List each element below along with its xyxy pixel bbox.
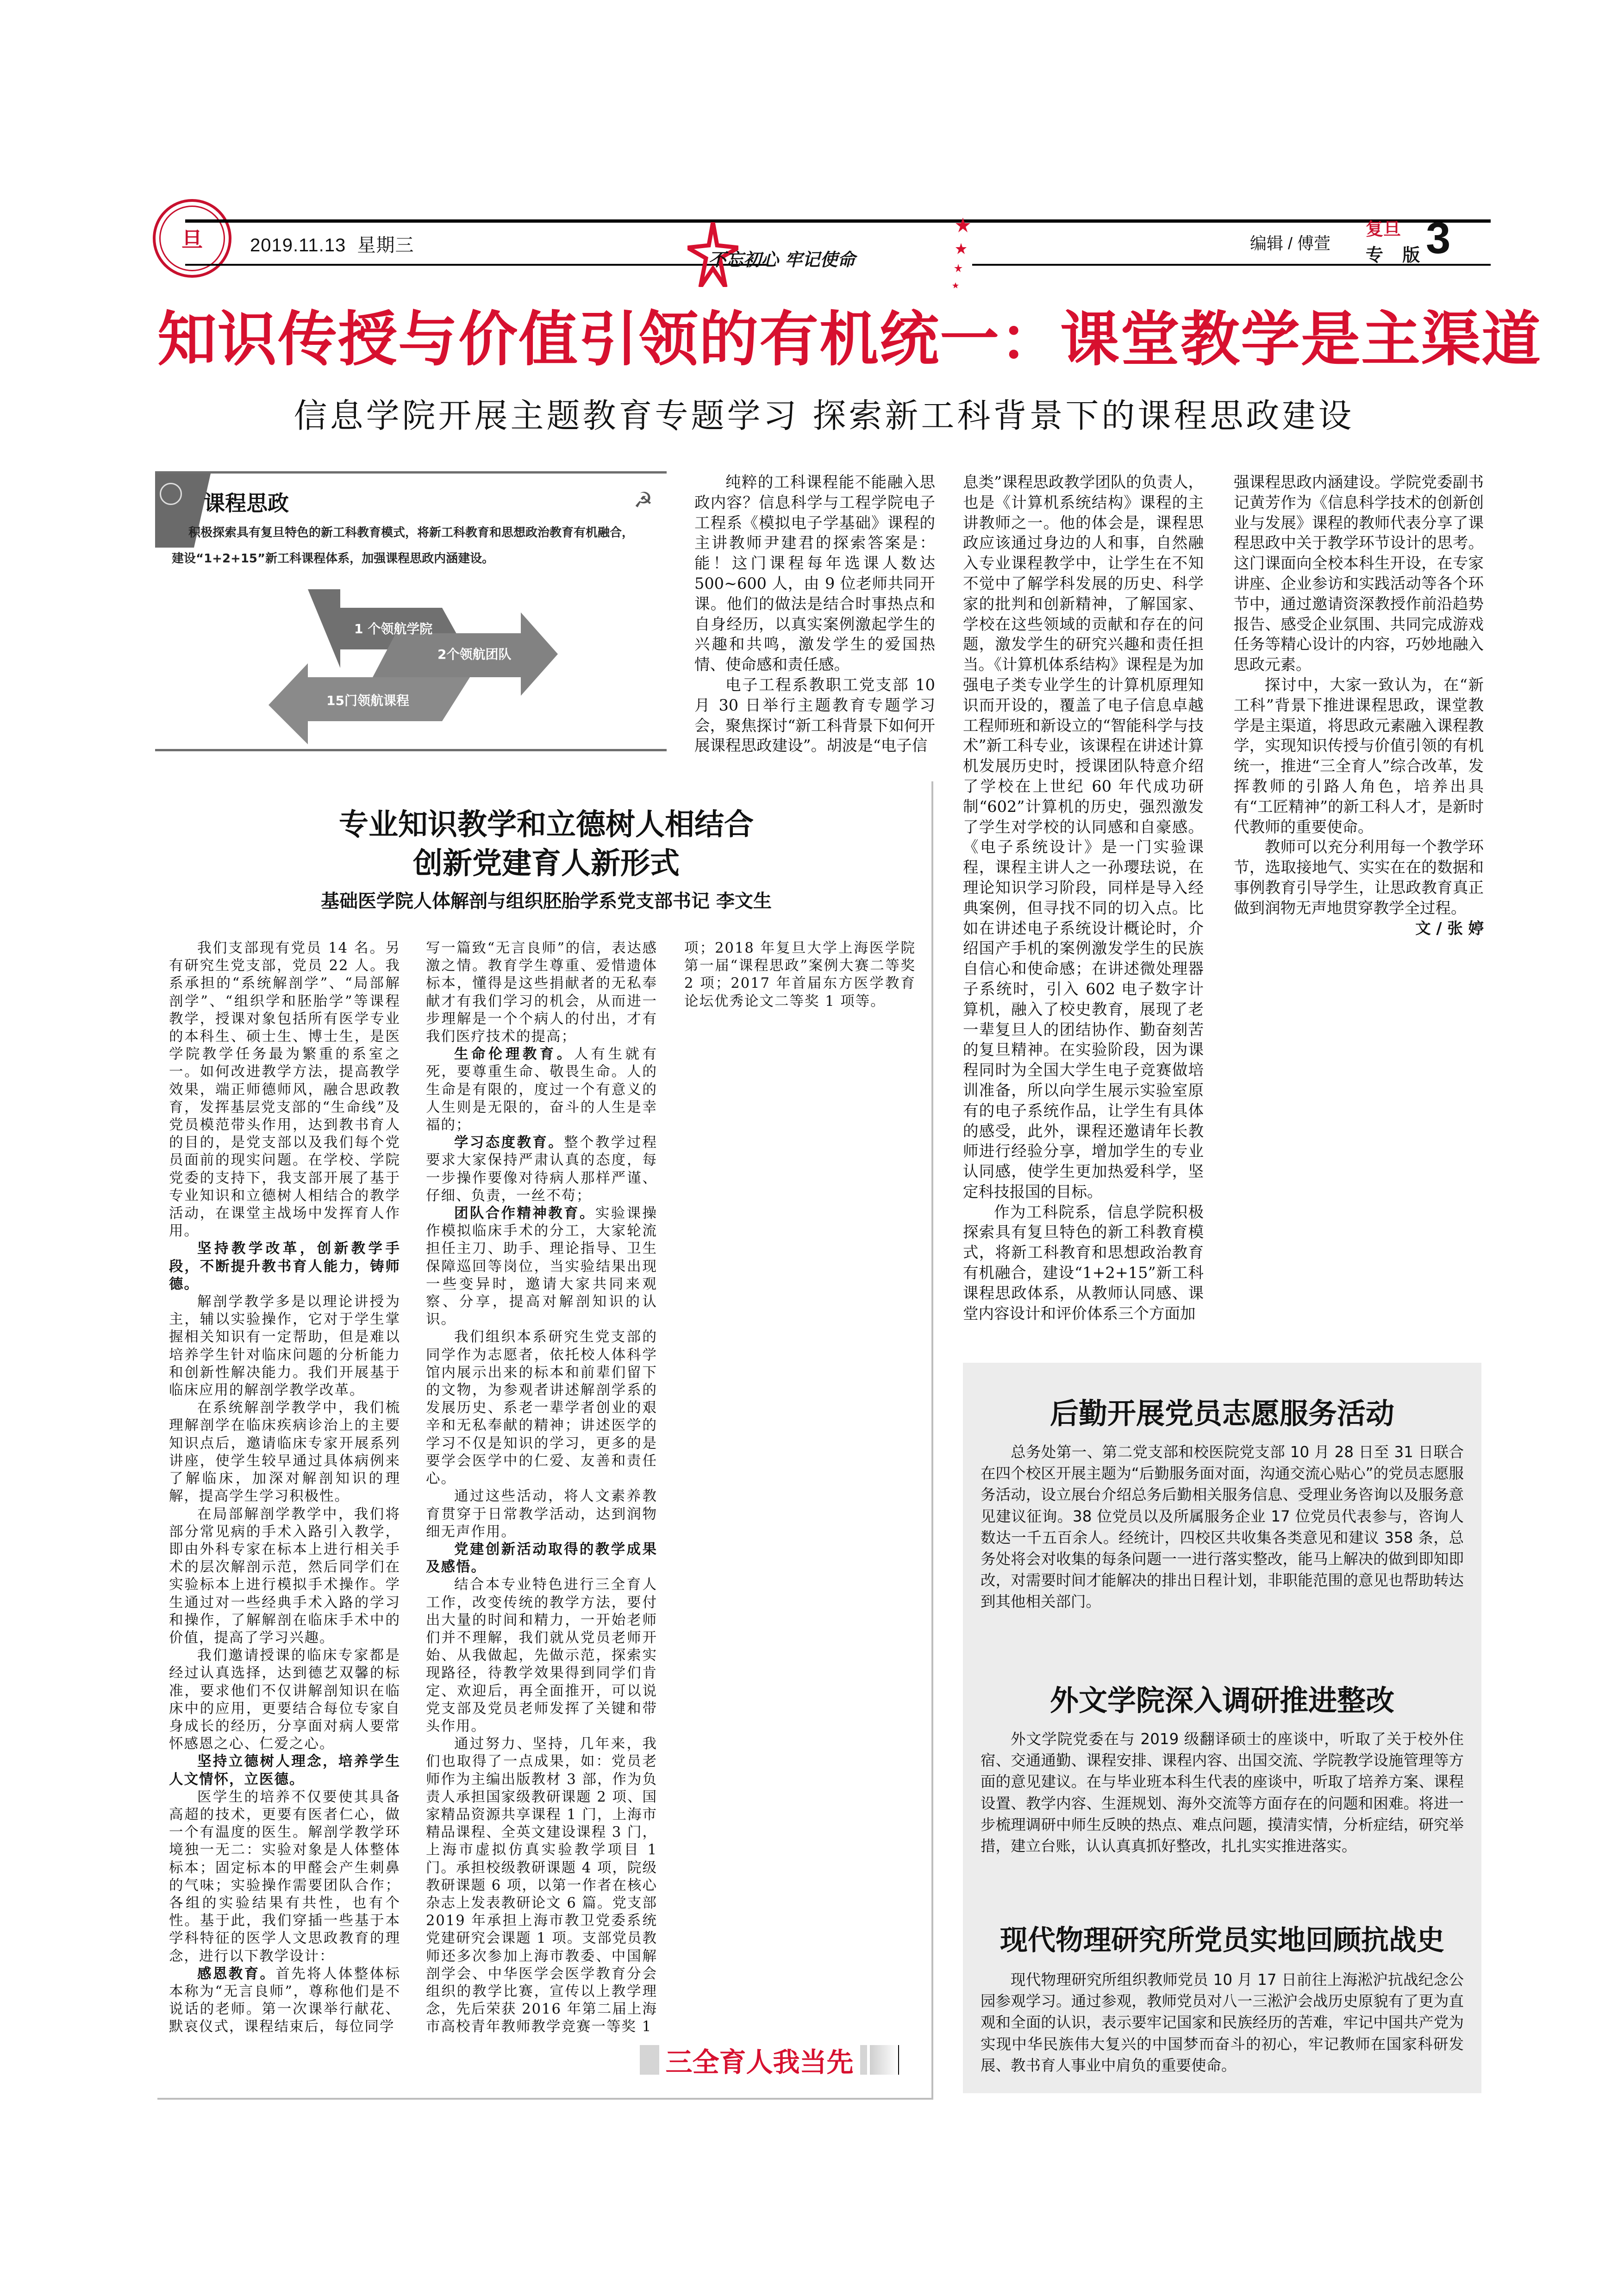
article2-paragraph: 我们组织本系研究生党支部的同学作为志愿者，依托校人体科学馆内展示出来的标本和前辈们留下的文物，为参观者讲述解剖学系的发展历史、系老一辈学者创业的艰辛和无私奉献的精神；讲述医学的学习不仅是知识的学习，更多的是要学会医学中的仁爱、友善和责任心。 [426,1329,657,1487]
section-label: 专 版 [1366,245,1427,265]
arrow-label-2: 2个领航团队 [437,647,512,662]
date-text: 2019.11.13 [250,235,346,256]
main-headline: 知识传授与价值引领的有机统一：课堂教学是主渠道 [157,305,1542,374]
masthead-top-rule [185,219,1491,223]
section-banner [640,2044,899,2076]
article2-lead-in: 生命伦理教育。 [454,1046,574,1063]
arrow-diagram [155,474,667,754]
article2-paragraph: 在局部解剖学教学中，我们将部分常见病的手术入路引入教学，即由外科专家在标本上进行相关手术的层次解剖示范，然后同学们在实验标本上进行模拟手术操作。学生通过对一些经典手术入路的学习和操作，了解解剖在临床手术中的价值，提高了学习兴趣。 [169,1506,400,1646]
article1-paragraph: 纯粹的工科课程能不能融入思政内容？信息科学与工程学院电子工程系《模拟电子学基础》课程的主讲教师尹建君的探索答案是：能！这门课程每年选课人数达 500~600 人，由 9 位老师共同开课。他们的做法是结合时事热点和自身经历，以真实案例激起学生的兴趣和共鸣，激发学生的爱国热情、使命感和责任感。 [694,473,935,674]
article2-column-3 [684,940,916,2037]
article2-paragraph: 我们支部现有党员 14 名。另有研究生党支部，党员 22 人。我系承担的“系统解剖学”、“局部解剖学”、“组织学和胚胎学”等课程教学，授课对象包括所有医学专业的本科生、硕士生、博士生，是医学院教学任务最为繁重的系室之一。如何改进教学方法，提高教学效果，端正师德师风，融合思政教育，发挥基层党支部的“生命线”及党员模范带头作用，达到教书育人的目的，是党支部以及我们每个党员面前的现实问题。在学校、学院党委的支持下，我支部开展了基于专业知识和立德树人相结合的教学活动，在课堂主战场中发挥育人作用。 [169,940,400,1240]
article2-title [157,805,935,883]
issue-date [250,231,414,257]
banner-gray-block [640,2045,659,2075]
article2-title-line-2: 创新党建育人新形式 [413,847,680,881]
brief-paragraph: 总务处第一、第二党支部和校医院党支部 10 月 28 日至 31 日联合在四个校区开展主题为“后勤服务面对面，沟通交流心贴心”的党员志愿服务活动，设立展台介绍总务后勤相关服务信息、受理业务咨询以及服务意见建议征询。38 位党员以及所属服务企业 17 位党员代表参与，咨询人数达一千五百余人。经统计，四校区共收集各类意见和建议 358 条，总务处将会对收集的每条问题一一进行落实整改，能马上解决的做到即知即改，对需要时间才能解决的排出日程计划，非职能范围的意见也帮助转达到其他相关部门。 [981,1443,1464,1611]
fudan-university-logo [153,199,231,278]
article2-body: 整个教学过程要求大家保持严肃认真的态度，每一步操作要像对待病人那样严谨、仔细、负责，一丝不苟； [426,1135,657,1204]
article2-subheading: 坚持立德树人理念，培养学生人文情怀，立医德。 [169,1753,400,1788]
article2-column-1 [169,940,400,2041]
article2-paragraph: 我们邀请授课的临床专家都是经过认真选择，达到德艺双馨的标准，要求他们不仅讲解剖知识在临床中的应用，更要结合每位专家自身成长的经历，分享面对病人要常怀感恩之心、仁爱之心。 [169,1647,400,1753]
article2-subheading: 党建创新活动取得的教学成果及感悟。 [426,1541,657,1576]
article2-paragraph [426,1046,657,1134]
article2-subheading: 坚持教学改革，创新教学手段，不断提升教书育人能力，铸师德。 [169,1241,400,1292]
article1-paragraph: 强课程思政内涵建设。学院党委副书记黄芳作为《信息科学技术的创新创业与发展》课程的教师代表分享了课程思政中关于教学环节设计的思考。这门课面向全校本科生开设，在专家讲座、企业参访和实践活动等各个环节中，通过邀请资深教授作前沿趋势报告、感受企业氛围、共同完成游戏任务等精心设计的内容，巧妙地融入思政元素。 [1234,473,1484,674]
article2-paragraph [426,1134,657,1205]
article2-paragraph: 结合本专业特色进行三全育人工作，改变传统的教学方法，要付出大量的时间和精力，一开始老师们并不理解，我们就从党员老师开始、从我做起，先做示范，探索实现路径，待教学效果得到同学们肯定、欢迎后，再全面推开，可以说党支部及党员老师发挥了关键和带头作用。 [426,1577,657,1734]
article2-byline: 基础医学院人体解剖与组织胚胎学系党支部书记 李文生 [321,890,772,912]
article2-title-line-1: 专业知识教学和立德树人相结合 [339,808,754,842]
party-emblem-icon: ☭ [633,487,653,512]
banner-gray-block [860,2045,867,2075]
article2-column-2 [426,940,657,2041]
brief-paragraph: 现代物理研究所组织教师党员 10 月 17 日前往上海淞沪抗战纪念公园参观学习。通过参观，教师党员对八一三淞沪会战历史原貌有了更为直观和全面的认识，表示要牢记国家和民族经历的苦难，牢记中国共产党为实现中华民族伟大复兴的中国梦而奋斗的初心，牢记教师在国家科研发展、教书育人事业中肩负的重要使命。 [981,1971,1464,2074]
brief-text [981,1728,1464,1857]
brief-title: 后勤开展党员志愿服务活动 [1049,1397,1394,1430]
article1-column-2 [963,472,1204,1342]
article2-paragraph [426,1205,657,1328]
article2-paragraph [169,1965,400,2036]
article2-lead-in: 团队合作精神教育。 [454,1205,595,1222]
arrow-label-3: 15门领航课程 [326,693,409,708]
brief-text [981,1969,1464,2076]
masthead-bottom-rule-left [185,264,768,266]
article1-paragraph: 作为工科院系，信息学院积极探索具有复旦特色的新工科教育模式，将新工科教育和思想政治教育有机融合，建设“1+2+15”新工科课程思政体系，从教师认同感、课堂内容设计和评价体系三个方面加 [963,1203,1204,1322]
article2-lead-in: 学习态度教育。 [454,1135,564,1151]
article2-body: 写一篇致“无言良师”的信，表达感激之情。教育学生尊重、爱惜遗体标本，懂得是这些捐献者的无私奉献才有我们学习的机会，从而进一步理解是一个个病人的付出，才有我们医疗技术的提高； [426,940,657,1045]
sub-headline: 信息学院开展主题教育专题学习 探索新工科背景下的课程思政建设 [294,396,1355,435]
brief-paragraph: 外文学院党委在与 2019 级翻译硕士的座谈中，听取了关于校外住宿、交通通勤、课程安排、课程内容、出国交流、学院教学设施管理等方面的意见建议。在与毕业班本科生代表的座谈中，听取了培养方案、课程设置、教学内容、生涯规划、海外交流等方面存在的问题和困难。将进一步梳理调研中师生反映的热点、难点问题，摸清实情，分析症结，研究举措，建立台账，认认真真抓好整改，扎扎实实推进落实。 [981,1730,1464,1855]
slide-description: 积极探索具有复旦特色的新工科教育模式，将新工科教育和思想政治教育有机融合，建设“1+2+15”新工科课程体系，加强课程思政内涵建设。 [172,526,634,566]
article1-paragraph [1234,837,1484,937]
brief-title: 外文学院深入调研推进整改 [1049,1684,1394,1717]
slogan: 不忘初心 牢记使命 [708,249,856,270]
article1-paragraph: 电子工程系教职工党支部 10 月 30 日举行主题教育专题学习会，聚焦探讨“新工科背景下如何开展课程思政建设”。胡波是“电子信 [694,675,935,755]
article1-column-3 [1234,472,1484,1342]
article2-paragraph: 项；2018 年复旦大学上海医学院第一届“课程思政”案例大赛二等奖 2 项；2017 年首届东方医学教育论坛优秀论文二等奖 1 项等。 [684,940,916,1010]
small-stars-icon [944,218,972,292]
editor-credit: 编辑 / 傅萱 [1250,234,1331,253]
article1-paragraph: 息类”课程思政教学团队的负责人，也是《计算机系统结构》课程的主讲教师之一。他的体会是，课程思政应该通过身边的人和事，自然融入专业课程教学中，让学生在不知不觉中了解学科发展的历史、科学家的批判和创新精神，了解国家、学校在这些领域的贡献和存在的问题，激发学生的研究兴趣和责任担当。《计算机体系结构》课程是为加强电子类专业学生的计算机原理知识而开设的，覆盖了电子信息卓越工程师班和新设立的“智能科学与技术”新工科专业，该课程在讲述计算机发展历史时，授课团队特意介绍了学校在上世纪 60 年代成功研制“602”计算机的历史，强烈激发了学生对学校的认同感和自豪感。《电子系统设计》是一门实验课程，课程主讲人之一孙璎珐说，在理论知识学习阶段，同样是导入经典案例，但寻找不同的切入点。比如在讲述电子系统设计概论时，介绍国产手机的案例激发学生的民族自信心和使命感；在讲述微处理器子系统时，引入 602 电子数字计算机，融入了校史教育，展现了老一辈复旦人的团结协作、勤奋刻苦的复旦精神。在实验阶段，因为课程同时为全国大学生电子竞赛做培训准备，所以向学生展示实验室原有的电子系统作品，让学生有具体的感受，此外，课程还邀请年长教师进行经验分享，增加学生的专业认同感，使学生更加热爱科学，坚定科技报国的目标。 [963,473,1204,1201]
article2-paragraph: 在系统解剖学教学中，我们梳理解剖学在临床疾病诊治上的主要知识点后，邀请临床专家开展系列讲座，使学生较早通过具体病例来了解临床，加深对解剖知识的理解，提高学生学习积极性。 [169,1400,400,1505]
article2-body: 实验课操作模拟临床手术的分工，大家轮流担任主刀、助手、理论指导、卫生保障巡回等岗位，当实验结果出现一些变异时，邀请大家共同来观察、分享，提高对解剖知识的认识。 [426,1205,657,1328]
paper-name: 复旦 [1366,218,1401,239]
course-slide-image [155,471,667,751]
brief-title: 现代物理研究所党员实地回顾抗战史 [1000,1924,1444,1957]
news-brief-sidebar [963,1363,1481,2093]
article2-paragraph: 解剖学教学多是以理论讲授为主，辅以实验操作，它对于学生掌握相关知识有一定帮助，但是难以培养学生针对临床问题的分析能力和创新性解决能力。我们开展基于临床应用的解剖学教学改革。 [169,1294,400,1399]
article2-lead-in: 感恩教育。 [197,1965,276,1982]
article1-column-1 [694,472,935,764]
brief-text [981,1441,1464,1613]
article1-author: 文 / 张 婷 [1415,919,1484,937]
article2-paragraph [426,940,657,1046]
banner-text: 三全育人我当先 [665,2046,854,2078]
banner-gradient-block [870,2045,899,2075]
page-number: 3 [1426,213,1451,263]
logo-glyph: 旦 [181,227,203,252]
slide-title: 课程思政 [204,491,289,516]
article1-paragraph: 探讨中，大家一致认为，在“新工科”背景下推进课程思政，课堂教学是主渠道，将思政元素融入课程教学，实现知识传授与价值引领的有机统一，推进“三全育人”综合改革，发挥教师的引路人角色，培养出具有“工匠精神”的新工科人才，是新时代教师的重要使命。 [1234,675,1484,836]
arrow-label-1: 1 个领航学院 [354,621,433,636]
article2-body: 人有生就有死，要尊重生命、敬畏生命。人的生命是有限的，度过一个有意义的人生则是无限的，奋斗的人生是幸福的； [426,1046,657,1134]
article2-body: 首先将人体整体标本称为“无言良师”，尊称他们是不说话的老师。第一次课举行献花、默哀仪式，课程结束后，每位同学 [169,1965,400,2035]
weekday-text: 星期三 [357,235,414,256]
article2-paragraph: 通过努力、坚持，几年来，我们也取得了一点成果，如：党员老师作为主编出版教材 3 部，作为负责人承担国家级教研课题 2 项、国家精品资源共享课程 1 门，上海市精品课程、全英文建设课程 3 门，上海市虚拟仿真实验教学项目 1 门。承担校级教研课题 4 项，院级教研课题 6 项，以第一作者在核心杂志上发表教研论文 6 篇。党支部 2019 年承担上海市教卫党委系统党建研究会课题 1 项。支部党员教师还多次参加上海市教委、中国解剖学会、中华医学会医学教育分会组织的教学比赛，宣传以上教学理念，先后荣获 2016 年第二届上海市高校青年教师教学竞赛一等奖 1 [426,1736,657,2035]
article2-paragraph: 通过这些活动，将人文素养教育贯穿于日常教学活动，达到润物细无声作用。 [426,1488,657,1540]
article2-paragraph: 医学生的培养不仅要使其具备高超的技术，更要有医者仁心，做一个有温度的医生。解剖学教学环境独一无二：实验对象是人体整体标本；固定标本的甲醛会产生刺鼻的气味；实验操作需要团队合作；各组的实验结果有共性，也有个性。基于此，我们穿插一些基于本学科特征的医学人文思政教育的理念，进行以下教学设计： [169,1789,400,1965]
article1-last-text: 教师可以充分利用每一个教学环节，选取接地气、实实在在的数据和事例教育引导学生，让思政教育真正做到润物无声地贯穿教学全过程。 [1234,838,1484,917]
